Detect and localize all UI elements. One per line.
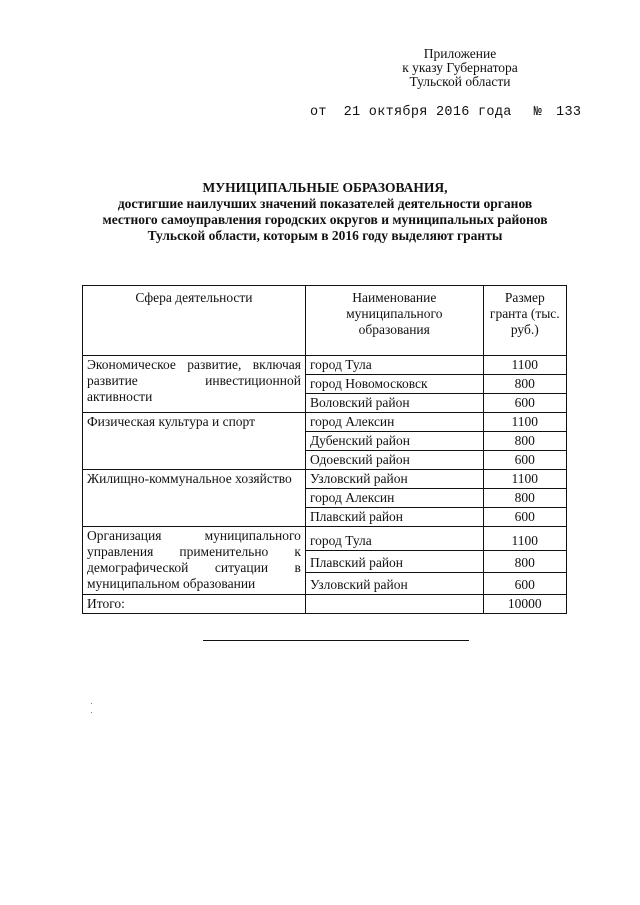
grant-cell: 800 (483, 489, 566, 508)
decree-dateline (310, 105, 581, 120)
appendix-line: к указу Губернатора (402, 60, 518, 75)
heading-line: достигшие наилучших значений показателей деятельности органов (117, 196, 533, 211)
column-header-municipality: Наименование муниципального образования (305, 286, 483, 356)
grant-cell: 1100 (483, 413, 566, 432)
grant-cell: 800 (483, 432, 566, 451)
total-value: 10000 (483, 595, 566, 614)
municipality-cell: Воловский район (305, 394, 483, 413)
number-sign: № (533, 105, 543, 120)
municipality-cell: Узловский район (305, 470, 483, 489)
sphere-cell: Экономическое развитие, включая развитие инвестиционной активности (83, 356, 306, 413)
grant-cell: 1100 (483, 356, 566, 375)
grants-table (82, 285, 567, 614)
heading-line: МУНИЦИПАЛЬНЫЕ ОБРАЗОВАНИЯ, (202, 180, 448, 195)
grant-cell: 1100 (483, 527, 566, 551)
grant-cell: 600 (483, 508, 566, 527)
table-row (83, 413, 567, 432)
appendix-line: Приложение (423, 46, 497, 61)
municipality-cell: город Новомосковск (305, 375, 483, 394)
table-header-row (83, 286, 567, 356)
sphere-cell: Физическая культура и спорт (83, 413, 306, 470)
decree-date: от 21 октября 2016 года (310, 105, 512, 120)
heading-line: местного самоуправления городских округов и муниципальных районов (102, 212, 548, 227)
table-row (83, 527, 567, 551)
municipality-cell: город Алексин (305, 413, 483, 432)
municipality-cell: Одоевский район (305, 451, 483, 470)
municipality-cell: Узловский район (305, 573, 483, 595)
grant-cell: 800 (483, 551, 566, 573)
grant-cell: 600 (483, 451, 566, 470)
table-row (83, 470, 567, 489)
document-heading (70, 180, 580, 244)
sphere-cell: Жилищно-коммунальное хозяйство (83, 470, 306, 527)
appendix-line: Тульской области (409, 74, 511, 89)
total-row (83, 595, 567, 614)
column-header-sphere: Сфера деятельности (83, 286, 306, 356)
municipality-cell: Плавский район (305, 551, 483, 573)
municipality-cell: Плавский район (305, 508, 483, 527)
grant-cell: 1100 (483, 470, 566, 489)
grant-cell: 600 (483, 573, 566, 595)
scan-speck (91, 703, 92, 704)
municipality-cell: город Тула (305, 356, 483, 375)
decree-number: 133 (556, 105, 582, 120)
table-row (83, 356, 567, 375)
grant-cell: 600 (483, 394, 566, 413)
total-label: Итого: (83, 595, 306, 614)
grant-cell: 800 (483, 375, 566, 394)
municipality-cell: город Алексин (305, 489, 483, 508)
scan-speck (91, 712, 92, 713)
closing-divider (203, 640, 469, 641)
heading-line: Тульской области, которым в 2016 году выделяют гранты (147, 228, 503, 243)
municipality-cell: Дубенский район (305, 432, 483, 451)
sphere-cell: Организация муниципального управления применительно к демографической ситуации в муниципальном образовании (83, 527, 306, 595)
municipality-cell: город Тула (305, 527, 483, 551)
total-empty-cell (305, 595, 483, 614)
appendix-block (360, 47, 560, 89)
column-header-grant: Размер гранта (тыс. руб.) (483, 286, 566, 356)
